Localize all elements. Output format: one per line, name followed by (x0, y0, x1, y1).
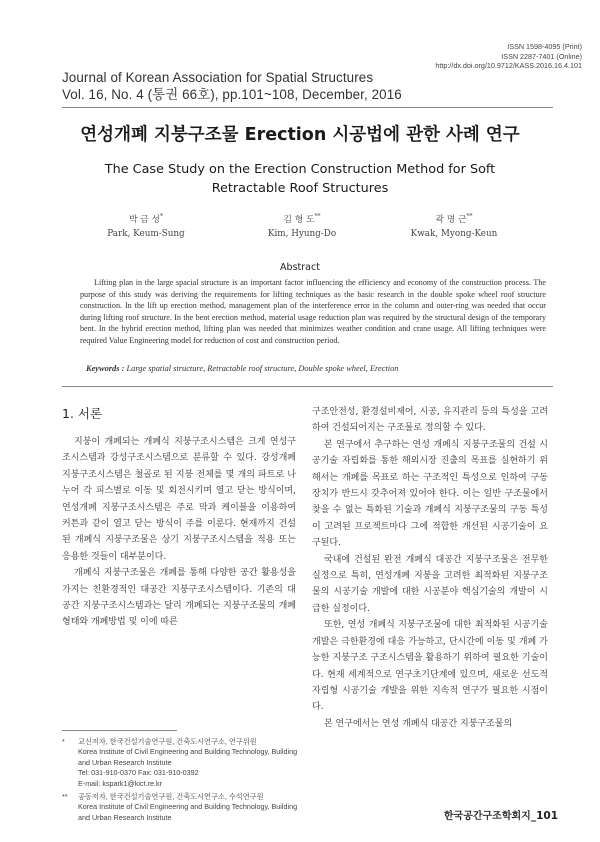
footnote-2 (62, 792, 298, 823)
section-heading (62, 404, 102, 422)
author-1-mark: * (160, 213, 164, 220)
author-2 (222, 210, 382, 241)
author-3-mark: ** (466, 213, 473, 220)
footnote-1 (62, 737, 298, 789)
footnote-rule (62, 730, 177, 731)
right-paragraph-5: 본 연구에서는 연성 개폐식 대공간 지붕구조물의 (324, 718, 513, 729)
footnote-2-line-1: 공동저자, 한국건설기술연구원, 건축도시연구소, 수석연구원 (78, 792, 264, 802)
left-paragraph-2: 개폐식 지붕구조물은 개폐를 통해 다양한 공간 활용성을 가지는 친환경적인 대공간 지붕구조시스템이다. 기존의 대공간 지붕구조시스템과는 달리 개폐되는 지붕구조물의 개폐 형태와 개폐방법 및 이에 따른 (62, 568, 296, 628)
footnote-2-line-2: Korea Institute of Civil Engineering and Building Technology, Building and Urban Research Institute (78, 802, 298, 822)
left-column (62, 434, 296, 631)
title-english (0, 160, 600, 198)
right-paragraph-4: 또한, 연성 개폐식 지붕구조물에 대한 최적화된 시공기술 개발은 극한환경에 대응 가능하고, 단시간에 이동 및 개폐 가능한 지붕구조 구조시스템을 활용하기 위하여 필요한 기술이다. 현재 세계적으로 연구초기단계에 있으며, 새로운 선도적 자립형 시공기술 개발을 위한 지속적 연구가 필요한 시점이다. (312, 620, 548, 713)
keywords (86, 364, 398, 373)
author-3-name-en: Kwak, Myong-Keun (410, 228, 498, 239)
footer-journal: 한국공간구조학회지 (443, 811, 531, 822)
footnote-2-mark: ** (62, 792, 68, 802)
left-paragraph-1: 지붕이 개폐되는 개폐식 지붕구조시스템은 크게 연성구조시스템과 강성구조시스템으로 분류할 수 있다. 강성개폐 지붕구조시스템은 철골로 된 지붕 전체를 몇 개의 파트로 나누어 각 피스별로 이동 및 회전시키며 열고 닫는 방식이며, 연성개폐 지붕구조시스템은 주로 막과 케이블을 이용하여 커튼과 같이 열고 닫는 방식이 주를 이룬다. 현재까지 건설된 개폐식 지붕구조물은 상기 지붕구조시스템을 적용 또는 응용한 것들이 대부분이다. (62, 437, 296, 562)
author-1-name-ko: 박 금 성 (128, 214, 161, 225)
footnote-1-mark: * (62, 737, 65, 746)
doi-link[interactable]: http://dx.doi.org/10.9712/KASS.2016.16.4.101 (435, 61, 582, 71)
author-1-name-en: Park, Keum-Sung (107, 228, 185, 239)
footnote-1-line-1: 교신저자, 한국건설기술연구원, 건축도시연구소, 연구위원 (78, 737, 257, 746)
keywords-rule (62, 386, 553, 387)
footnotes (62, 737, 298, 823)
header-rule (62, 107, 553, 108)
footnote-1-line-4: E-mail: kspark1@kict.re.kr (78, 778, 162, 788)
footnote-1-line-3: Tel: 031-910-0370 Fax: 031-910-0392 (78, 768, 199, 778)
keywords-text: Large spatial structure, Retractable roof structure, Double spoke wheel, Erection (126, 364, 399, 373)
right-column (312, 404, 548, 732)
page-number: _101 (530, 810, 558, 822)
author-3 (374, 210, 534, 241)
author-2-mark: ** (314, 213, 321, 220)
issn-block (435, 42, 582, 71)
author-3-name-ko: 곽 명 근 (435, 214, 467, 225)
issn-online: ISSN 2287-7401 (Online) (501, 51, 582, 61)
abstract-heading: Abstract (280, 262, 320, 273)
section-title: 서론 (77, 406, 103, 421)
author-2-name-ko: 김 형 도 (283, 214, 315, 225)
journal-name: Journal of Korean Association for Spatial Structures (62, 70, 374, 85)
issn-print: ISSN 1598-4095 (Print) (507, 42, 582, 51)
title-english-line-2: Retractable Roof Structures (211, 181, 389, 196)
title-english-line-1: The Case Study on the Erection Construction Method for Soft (104, 162, 496, 177)
title-korean: 연성개폐 지붕구조물 Erection 시공법에 관한 사례 연구 (80, 125, 520, 145)
author-1 (66, 210, 226, 241)
footnote-1-line-2: Korea Institute of Civil Engineering and Building Technology, Building and Urban Research Institute (78, 747, 298, 767)
abstract-text: Lifting plan in the large spacial structure is an important factor influencing the efficiency and economy of the construction process. The purpose of this study was deriving the requirements for lifting techniques as the basic research in the double spoke wheel roof structure construction. In the lift up erection method, management plan of the interference error in the column and outer-ring was needed that occur during lifting roof structure. In the bent erection method, material usage reduction plan was required by the structural design of the temporary bent. In the hybrid erection method, lifting plan was needed that minimizes weather condition and crane usage. All lifting techniques were required Value Engineering model for reduction of cost and construction period. (80, 278, 546, 345)
section-number: 1. (62, 406, 74, 421)
journal-volume: Vol. 16, No. 4 (통권 66호), pp.101~108, December, 2016 (62, 86, 402, 102)
author-2-name-en: Kim, Hyung-Do (267, 228, 337, 239)
page-footer (444, 807, 558, 822)
right-paragraph-3: 국내에 건설된 완전 개폐식 대공간 지붕구조물은 전무한 실정으로 특히, 연성개폐 지붕을 고려한 최적화된 지붕구조물의 시공기술 개발에 대한 시공분야 핵심기술의 개발이 시급한 실정이다. (312, 554, 548, 614)
right-paragraph-2: 본 연구에서 추구하는 연성 개폐식 지붕구조물의 건설 시공기술 자립화를 통한 해외시장 진출의 목표를 실현하기 위해서는 개폐를 목표로 하는 구조적인 특성으로 인하여 구동장치가 반드시 갖추어져 있어야 한다. 이는 일반 구조물에서 찾을 수 없는 특화된 기술과 개폐식 지붕구조물의 구동 특성이 고려된 프로젝트마다 그에 적합한 개선된 시공기술이 요구된다. (312, 439, 548, 549)
keywords-label: Keywords : (86, 364, 125, 373)
right-paragraph-1: 구조안전성, 환경설비제어, 시공, 유지관리 등의 특성을 고려하여 건설되어지는 구조물로 정의할 수 있다. (312, 407, 548, 434)
journal-header (62, 70, 402, 103)
